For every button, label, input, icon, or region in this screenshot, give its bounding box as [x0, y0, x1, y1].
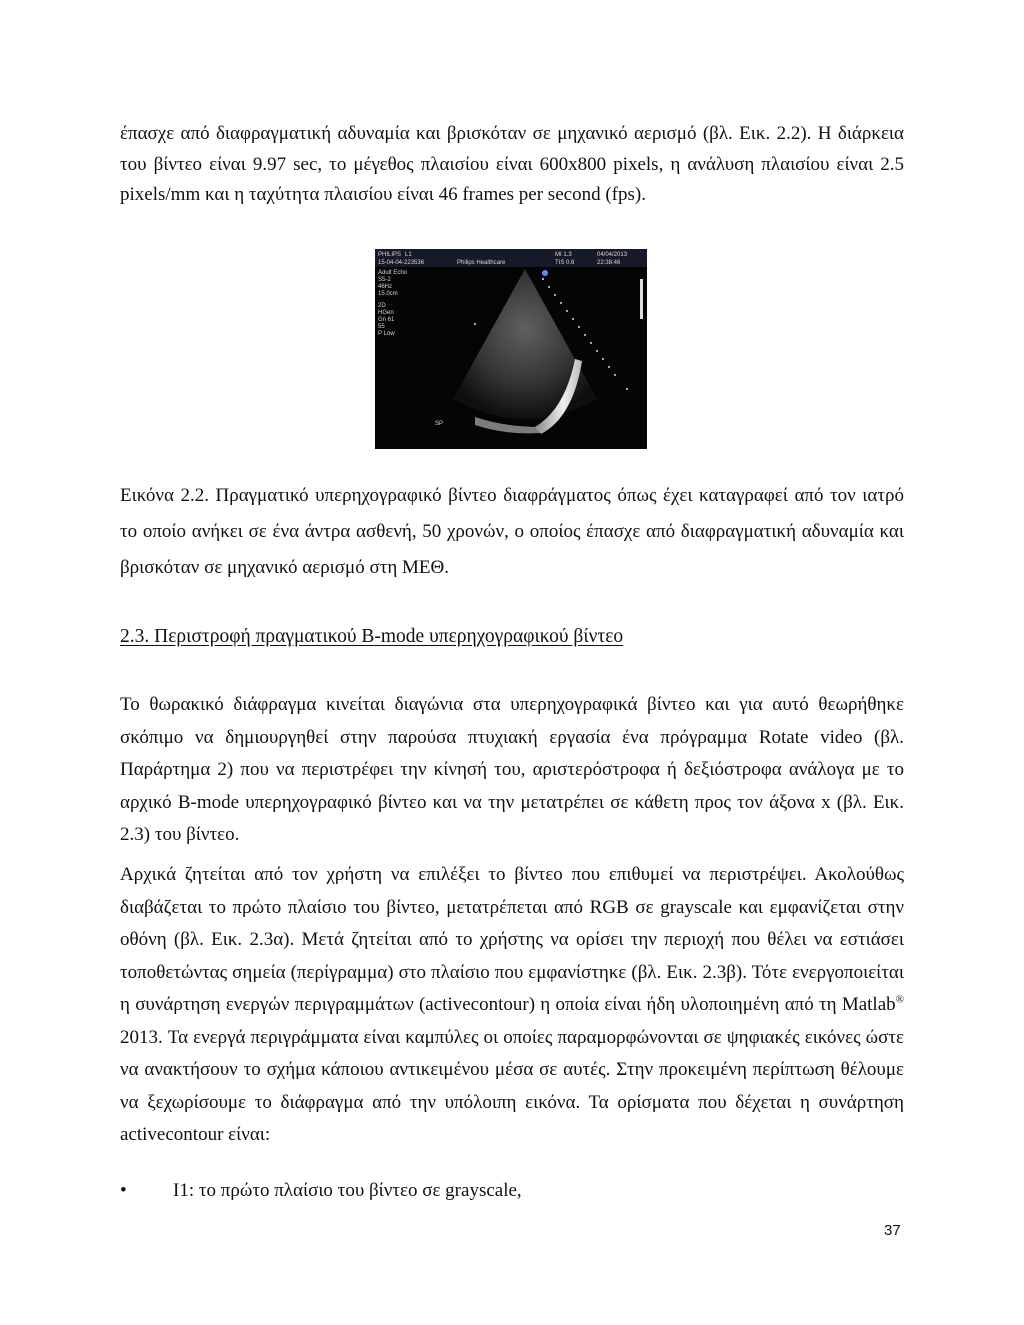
svg-text:P Low: P Low	[378, 331, 395, 337]
bullet-text: I1: το πρώτο πλαίσιο του βίντεο σε grayscale,	[173, 1180, 522, 1201]
svg-text:L1: L1	[405, 252, 412, 258]
svg-text:SP: SP	[435, 421, 444, 427]
paragraph-activecontour-part2: 2013. Τα ενεργά περιγράμματα είναι καμπύλες οι οποίες παραμορφώνονται σε ψηφιακές εικόνες ώστε να ανακτήσουν το σχήμα κάποιου αντικειμένου μέσα σε αυτές. Στην προκειμένη περίπτωση θέλουμε να ξεχωρίσουμε το διάφραγμα από την υπόλοιπη εικόνα. Τα ορίσματα που δέχεται η συνάρτηση activecontour είναι:	[120, 1026, 904, 1145]
ultrasound-figure	[375, 249, 647, 449]
svg-text:Philips Healthcare: Philips Healthcare	[457, 260, 506, 266]
bullet-icon: •	[120, 1180, 127, 1201]
figure-caption: Εικόνα 2.2. Πραγματικό υπερηχογραφικό βίντεο διαφράγματος όπως έχει καταγραφεί από τον ιατρό το οποίο ανήκει σε ένα άντρα ασθενή, 50 χρονών, ο οποίος έπασχε από διαφραγματική αδυναμία και βρισκόταν σε μηχανικό αερισμό στη ΜΕΘ.	[120, 485, 904, 578]
intro-paragraph: έπασχε από διαφραγματική αδυναμία και βρισκόταν σε μηχανικό αερισμό (βλ. Εικ. 2.2). Η διάρκεια του βίντεο είναι 9.97 sec, το μέγεθος πλαισίου είναι 600x800 pixels, η ανάλυση πλαισίου είναι 2.5 pixels/mm και η ταχύτητα πλαισίου είναι 46 frames per second (fps).	[120, 123, 904, 205]
svg-text:04/04/2013: 04/04/2013	[597, 252, 628, 258]
svg-text:PHILIPS: PHILIPS	[378, 252, 402, 258]
svg-text:55: 55	[378, 324, 385, 330]
paragraph-activecontour-part1: Αρχικά ζητείται από τον χρήστη να επιλέξει το βίντεο που επιθυμεί να περιστρέψει. Ακολούθως διαβάζεται το πρώτο πλαίσιο του βίντεο, μετατρέπεται από RGB σε grayscale και εμφανίζεται στην οθόνη (βλ. Εικ. 2.3α). Μετά ζητείται από το χρήστης να ορίσει την περιοχή που θέλει να εστιάσει τοποθετώντας σημεία (περίγραμμα) στο πλαίσιο που εμφανίστηκε (βλ. Εικ. 2.3β). Τότε ενεργοποιείται η συνάρτηση ενεργών περιγραμμάτων (activecontour) η οποία είναι ήδη υλοποιημένη από τη Matlab	[120, 864, 904, 1015]
paragraph-activecontour	[120, 859, 904, 1152]
paragraph-rotate-video: Το θωρακικό διάφραγμα κινείται διαγώνια στα υπερηχογραφικά βίντεο και για αυτό θεωρήθηκε σκόπιμο να δημιουργηθεί στην παρούσα πτυχιακή εργασία ένα πρόγραμμα Rotate video (βλ. Παράρτημα 2) που να περιστρέφει την κίνησή του, αριστερόστροφα ή δεξιόστροφα ανάλογα με το αρχικό B-mode υπερηχογραφικό βίντεο και να την μετατρέπει σε κάθετη προς τον άξονα x (βλ. Εικ. 2.3) του βίντεο.	[120, 694, 904, 845]
scale-bar	[640, 279, 643, 319]
svg-text:22:38:46: 22:38:46	[597, 260, 621, 266]
svg-text:46Hz: 46Hz	[378, 284, 393, 290]
svg-text:Gn 61: Gn 61	[378, 317, 395, 323]
svg-text:S5-2: S5-2	[378, 277, 391, 283]
svg-text:MI 1.3: MI 1.3	[555, 252, 572, 258]
svg-text:15-04-04-223536: 15-04-04-223536	[378, 260, 425, 266]
section-heading: 2.3. Περιστροφή πραγματικού B-mode υπερηχογραφικού βίντεο	[120, 626, 624, 647]
svg-text:2D: 2D	[378, 303, 386, 309]
svg-text:TIS 0.6: TIS 0.6	[555, 260, 575, 266]
ultrasound-image	[375, 249, 647, 449]
svg-text:Adult Echo: Adult Echo	[378, 270, 408, 276]
registered-mark: ®	[895, 993, 904, 1006]
svg-text:HGen: HGen	[378, 310, 394, 316]
svg-text:15.0cm: 15.0cm	[378, 291, 398, 297]
page-number: 37	[884, 1222, 901, 1239]
probe-marker-icon	[542, 270, 548, 276]
